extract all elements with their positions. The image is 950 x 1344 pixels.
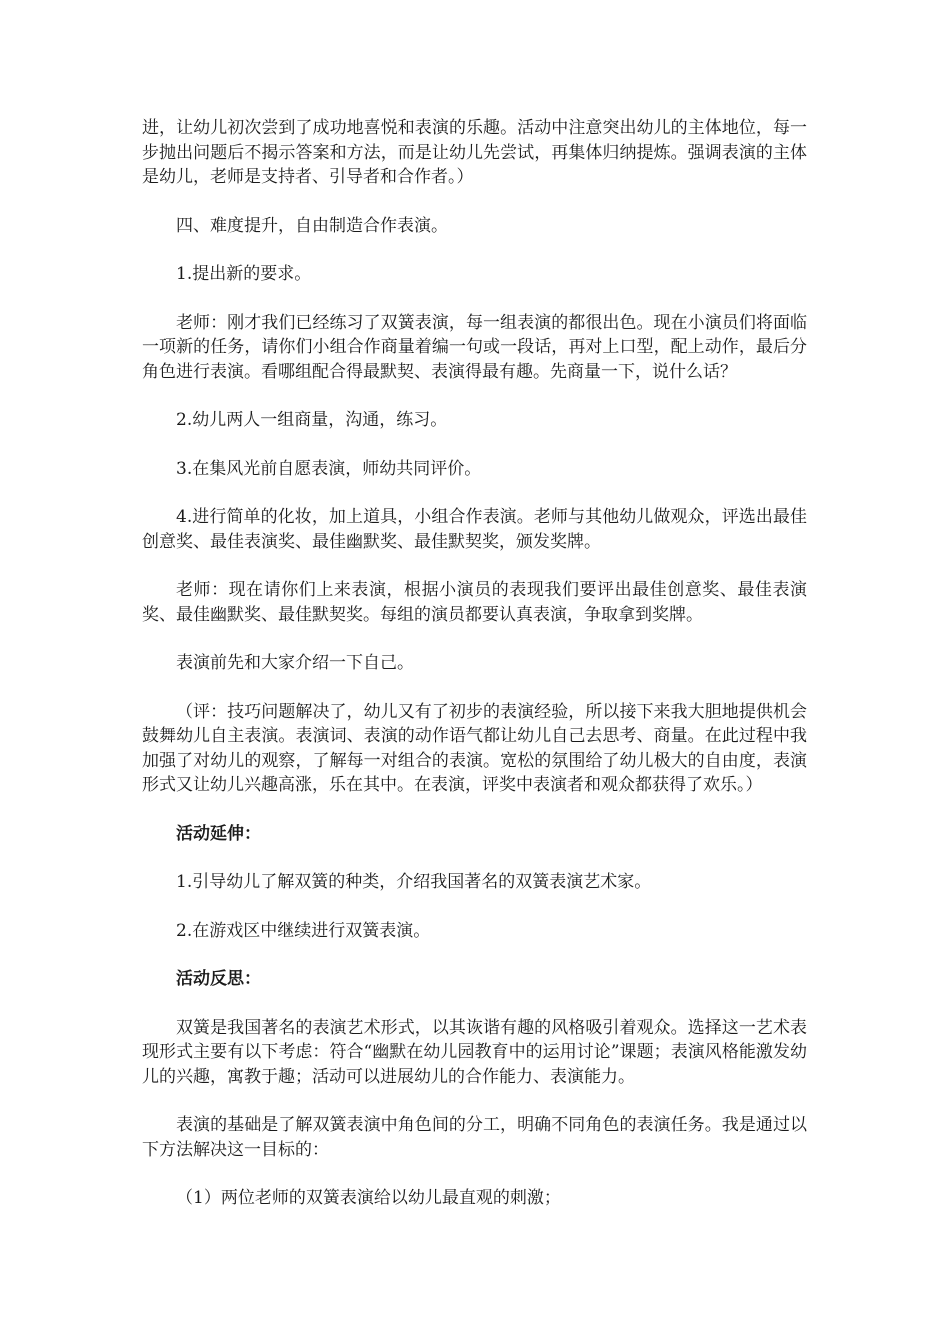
teacher-speech-1: 老师：刚才我们已经练习了双簧表演，每一组表演的都很出色。现在小演员们将面临一项新的任务，请你们小组合作商量着编一句或一段话，再对上口型，配上动作，最后分角色进行表演。看哪组配合得最默契、表演得最有趣。先商量一下，说什么话？ (142, 312, 807, 382)
heading-activity-reflection: 活动反思： (176, 969, 261, 989)
reflection-item-1: （1）两位老师的双簧表演给以幼儿最直观的刺激； (176, 1188, 561, 1208)
paragraph-intro: 表演前先和大家介绍一下自己。 (176, 653, 414, 673)
list-item-3: 3.在集风光前自愿表演，师幼共同评价。 (176, 458, 482, 479)
section-heading-four: 四、难度提升，自由制造合作表演。 (176, 215, 448, 236)
paragraph-continuation: 进，让幼儿初次尝到了成功地喜悦和表演的乐趣。活动中注意突出幼儿的主体地位，每一步抛出问题后不揭示答案和方法，而是让幼儿先尝试，再集体归纳提炼。强调表演的主体是幼儿，老师是支持者、引导者和合作者。） (142, 118, 807, 187)
extension-item-1: 1.引导幼儿了解双簧的种类，介绍我国著名的双簧表演艺术家。 (176, 872, 652, 892)
list-item-1: 1.提出新的要求。 (176, 264, 312, 284)
document-body (142, 116, 807, 1235)
reflection-paragraph-1: 双簧是我国著名的表演艺术形式，以其诙谐有趣的风格吸引着观众。选择这一艺术表现形式主要有以下考虑：符合“幽默在幼儿园教育中的运用讨论”课题；表演风格能激发幼儿的兴趣，寓教于趣；活动可以进展幼儿的合作能力、表演能力。 (142, 1017, 807, 1087)
teacher-speech-2: 老师：现在请你们上来表演，根据小演员的表现我们要评出最佳创意奖、最佳表演奖、最佳幽默奖、最佳默契奖。每组的演员都要认真表演，争取拿到奖牌。 (142, 580, 807, 625)
extension-item-2: 2.在游戏区中继续进行双簧表演。 (176, 920, 431, 941)
reflection-paragraph-2: 表演的基础是了解双簧表演中角色间的分工，明确不同角色的表演任务。我是通过以下方法解决这一目标的： (142, 1115, 807, 1160)
heading-activity-extension: 活动延伸： (176, 823, 261, 844)
comment-paragraph: （评：技巧问题解决了，幼儿又有了初步的表演经验，所以接下来我大胆地提供机会鼓舞幼儿自主表演。表演词、表演的动作语气都让幼儿自己去思考、商量。在此过程中我加强了对幼儿的观察，了解每一对组合的表演。宽松的氛围给了幼儿极大的自由度，表演形式又让幼儿兴趣高涨，乐在其中。在表演，评奖中表演者和观众都获得了欢乐。） (142, 701, 807, 795)
list-item-4: 4.进行简单的化妆，加上道具，小组合作表演。老师与其他幼儿做观众，评选出最佳创意奖、最佳表演奖、最佳幽默奖、最佳默契奖，颁发奖牌。 (142, 507, 807, 552)
list-item-2: 2.幼儿两人一组商量，沟通，练习。 (176, 410, 448, 430)
